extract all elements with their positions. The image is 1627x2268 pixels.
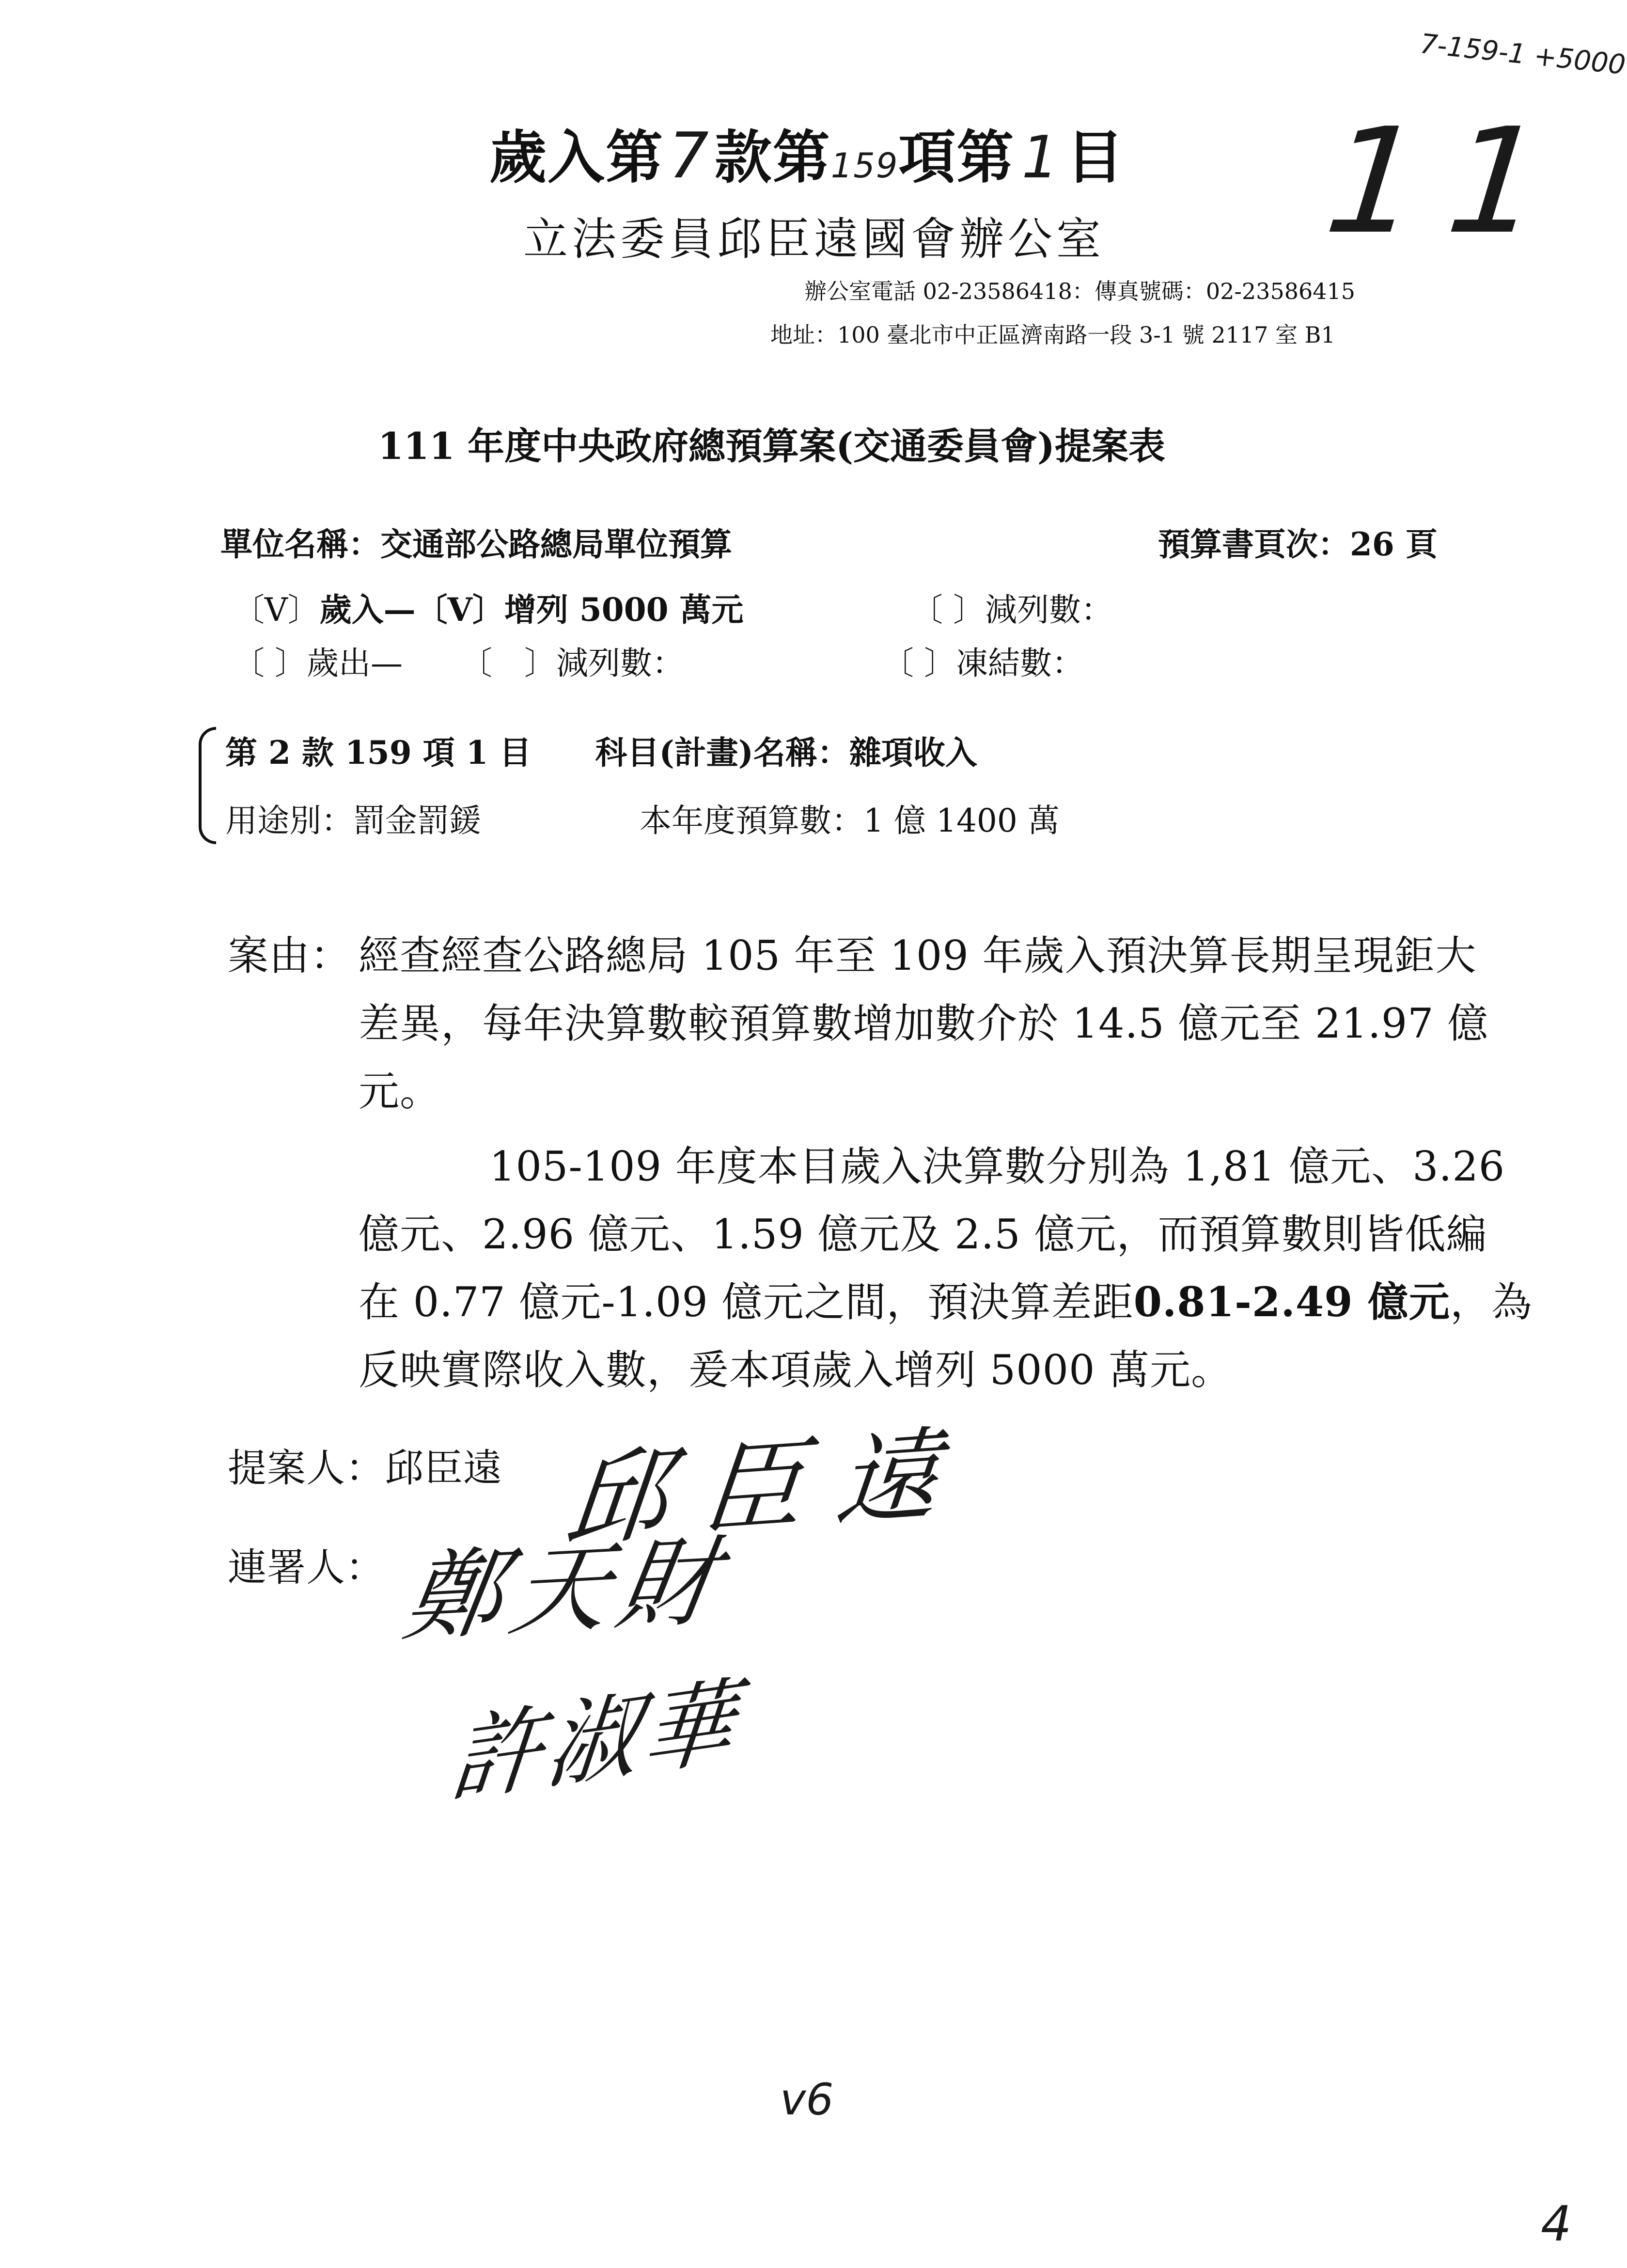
handwritten-mu: 1 (1021, 124, 1060, 191)
item-usage: 用途別：罰金罰鍰 (225, 802, 481, 839)
handwritten-page-mark: v6 (780, 2074, 834, 2125)
reason-p1-line3: 元。 (359, 1068, 441, 1115)
reason-gap-range: 0.81-2.49 億元 (1133, 1278, 1450, 1326)
reason-p1-line2: 差異，每年決算數較預算數增加數介於 14.5 億元至 21.97 億 (359, 1000, 1489, 1047)
item-budget: 本年度預算數：1 億 1400 萬 (640, 802, 1060, 839)
document-title: 111 年度中央政府總預算案(交通委員會)提案表 (378, 425, 1166, 468)
item-line: 第 2 款 159 項 1 目 科目(計畫)名稱：雜項收入 (225, 734, 977, 772)
reason-label: 案由： (228, 932, 352, 979)
option-revenue (233, 584, 744, 630)
item-brace (199, 727, 216, 844)
revenue-checkbox: 〔V〕 (233, 591, 320, 629)
revenue-increase: 歲入—〔V〕增列 5000 萬元 (319, 591, 744, 629)
office-name: 立法委員邱臣遠國會辦公室 (523, 213, 1105, 265)
title-prefix: 歲入第 (489, 124, 664, 191)
cosigner-signature-1: 鄭天財 (397, 1524, 735, 1655)
reason-p2-line3-a: 在 0.77 億元-1.09 億元之間，預決算差距 (359, 1278, 1134, 1326)
cosigner-signature-2: 許淑華 (445, 1666, 745, 1816)
reason-p2-line1: 105-109 年度本目歲入決算數分別為 1,81 億元、3.26 (489, 1143, 1505, 1190)
option-expense: 〔 〕歲出— (233, 645, 403, 682)
handwritten-xiang: 159 (830, 146, 899, 186)
reason-p2-line3 (359, 1270, 1533, 1328)
proposer-label: 提案人：邱臣遠 (228, 1446, 502, 1491)
handwritten-code: 7-159-1 +5000 (1418, 28, 1627, 81)
title-xiang: 項第 (898, 124, 1015, 191)
budget-page-ref-text: 預算書頁次：26 頁 (1158, 525, 1438, 563)
option-freeze: 〔 〕凍結數： (882, 645, 1084, 682)
office-phone-fax: 辦公室電話 02-23586418：傳真號碼：02-23586415 (804, 278, 1356, 304)
reason-p2-line2: 億元、2.96 億元、1.59 億元及 2.5 億元，而預算數則皆低編 (359, 1211, 1487, 1258)
reason-p1-line1: 經查經查公路總局 105 年至 109 年歲入預決算長期呈現鉅大 (359, 932, 1477, 979)
option-expense-cut: 〔 〕減列數： (460, 645, 684, 682)
budget-page-ref (1158, 519, 1438, 565)
unit-name: 單位名稱：交通部公路總局單位預算 (220, 525, 732, 563)
revenue-title (489, 111, 1125, 194)
option-revenue-cut: 〔 〕減列數： (911, 591, 1113, 629)
office-address: 地址：100 臺北市中正區濟南路一段 3-1 號 2117 室 B1 (770, 322, 1335, 348)
handwritten-page-number: 4 (1541, 2195, 1572, 2252)
reason-p2-line4: 反映實際收入數，爰本項歲入增列 5000 萬元。 (359, 1346, 1233, 1394)
proposer-signature: 邱臣遠 (560, 1413, 979, 1561)
handwritten-kuan: 7 (669, 119, 710, 192)
reason-p2-line3-c: ，為 (1450, 1278, 1533, 1326)
handwritten-big-number: 11 (1318, 97, 1580, 266)
title-mu: 目 (1066, 124, 1125, 191)
cosigners-label: 連署人： (228, 1545, 385, 1590)
title-kuan: 款第 (714, 124, 831, 191)
